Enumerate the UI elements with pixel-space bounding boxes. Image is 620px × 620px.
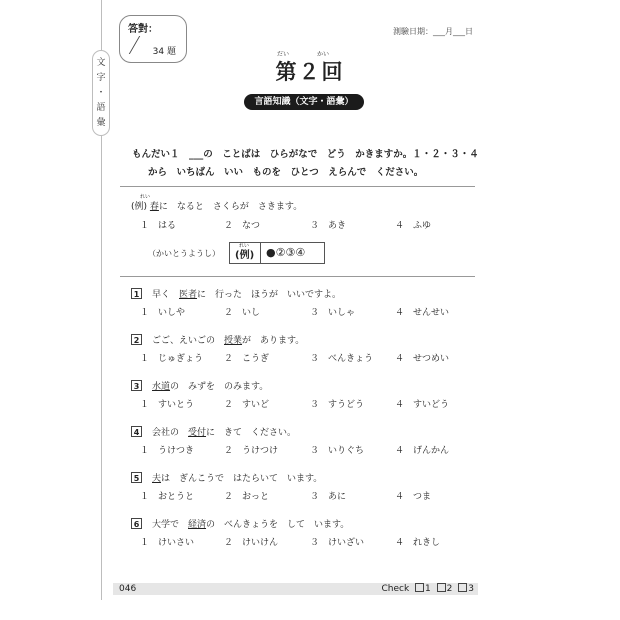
- question-5-option-1[interactable]: １ おとうと: [140, 492, 195, 502]
- question-2-option-3[interactable]: ３ べんきょう: [310, 354, 374, 364]
- instruction-line-1: もんだい１ ___の ことばは ひらがなで どう かきますか。１・２・３・４: [132, 149, 479, 160]
- question-4-option-4[interactable]: ４ げんかん: [395, 446, 450, 456]
- example-word: 春: [149, 202, 159, 212]
- page-title: 第２回: [275, 60, 345, 84]
- question-6-option-3[interactable]: ３ けいざい: [310, 538, 365, 548]
- question-post: の みずを のみます。: [170, 382, 269, 392]
- side-tab-char: 語: [96, 103, 106, 114]
- question-1-option-2[interactable]: ２ いし: [224, 308, 261, 318]
- question-post: が あります。: [242, 336, 305, 346]
- question-sentence-2: [152, 333, 304, 346]
- question-pre: ごご、えいごの: [152, 336, 225, 346]
- question-post: の べんきょうを して います。: [206, 520, 350, 530]
- footer-bar: [113, 583, 478, 595]
- question-sentence-3: [152, 379, 268, 392]
- question-3-option-3[interactable]: ３ すうどう: [310, 400, 365, 410]
- question-post: は ぎんこうで はたらいて います。: [161, 474, 323, 484]
- section-badge: 言語知識（文字・語彙）: [244, 94, 364, 110]
- question-2-option-4[interactable]: ４ せつめい: [395, 354, 450, 364]
- example-option-4: ４ ふゆ: [395, 221, 432, 231]
- question-2-option-1[interactable]: １ じゅぎょう: [140, 354, 204, 364]
- question-6-option-1[interactable]: １ けいさい: [140, 538, 195, 548]
- check-item-1: 1: [425, 584, 431, 594]
- question-pre: 大学で: [152, 520, 189, 530]
- check-box-3[interactable]: [458, 583, 467, 592]
- example-option-3: ３ あき: [310, 221, 347, 231]
- side-tab-char: ・: [96, 87, 106, 98]
- page-number: 046: [119, 584, 137, 594]
- question-6-option-4[interactable]: ４ れきし: [395, 538, 441, 548]
- question-target-word: 夫: [152, 474, 162, 484]
- title-ruby-kai: かい: [317, 51, 330, 58]
- answer-sheet-example: [229, 242, 325, 264]
- example-sentence: [131, 199, 302, 212]
- question-number-2: 2: [131, 334, 142, 345]
- question-1-option-3[interactable]: ３ いしゃ: [310, 308, 356, 318]
- check-item-2: 2: [446, 584, 453, 594]
- answer-bubbles: ●②③④: [266, 246, 306, 259]
- divider-top: [120, 186, 475, 187]
- question-5-option-3[interactable]: ３ あに: [310, 492, 347, 502]
- question-post: に きて ください。: [206, 428, 297, 438]
- question-sentence-1: [152, 287, 341, 300]
- score-slash: [129, 36, 154, 54]
- question-number-3: 3: [131, 380, 142, 391]
- question-5-option-2[interactable]: ２ おっと: [224, 492, 270, 502]
- side-tab-char: 字: [96, 72, 106, 83]
- question-number-6: 6: [131, 518, 142, 529]
- question-4-option-1[interactable]: １ うけつき: [140, 446, 195, 456]
- example-option-2: ２ なつ: [224, 221, 261, 231]
- side-tab-char: 文: [96, 57, 106, 68]
- example-ruby: れい: [140, 194, 151, 200]
- question-pre: 早く: [152, 290, 180, 300]
- question-target-word: 授業: [224, 336, 243, 346]
- side-tab-char: 彙: [96, 118, 106, 129]
- check-boxes: [381, 583, 474, 595]
- question-target-word: 受付: [188, 428, 207, 438]
- question-3-option-1[interactable]: １ すいとう: [140, 400, 195, 410]
- check-box-2[interactable]: [437, 583, 446, 592]
- question-target-word: 水道: [152, 382, 171, 392]
- question-target-word: 経済: [188, 520, 207, 530]
- question-number-4: 4: [131, 426, 142, 437]
- question-4-option-3[interactable]: ３ いりぐち: [310, 446, 365, 456]
- question-4-option-2[interactable]: ２ うけつけ: [224, 446, 279, 456]
- question-1-option-4[interactable]: ４ せんせい: [395, 308, 450, 318]
- question-post: に 行った ほうが いいですよ。: [197, 290, 342, 300]
- question-sentence-5: [152, 471, 322, 484]
- instruction-line-2: から いちばん いい ものを ひとつ えらんで ください。: [148, 167, 424, 178]
- question-1-option-1[interactable]: １ いしや: [140, 308, 186, 318]
- test-date: 測驗日期：___月___日: [393, 27, 473, 36]
- score-label: 答對：: [128, 24, 158, 35]
- question-target-word: 医者: [179, 290, 198, 300]
- question-2-option-2[interactable]: ２ こうぎ: [224, 354, 270, 364]
- score-total: 34 題: [152, 47, 176, 57]
- answer-divider: [260, 243, 261, 263]
- question-3-option-2[interactable]: ２ すいど: [224, 400, 270, 410]
- question-pre: 会社の: [152, 428, 189, 438]
- question-sentence-4: [152, 425, 296, 438]
- answer-example-label: (例): [235, 250, 255, 261]
- example-option-1: １ はる: [140, 221, 177, 231]
- answer-sheet-label: （かいとうようし）: [148, 249, 220, 258]
- divider-bottom: [120, 276, 475, 277]
- question-5-option-4[interactable]: ４ つま: [395, 492, 432, 502]
- example-label: (例): [131, 202, 148, 212]
- answer-ruby: れい: [239, 243, 250, 249]
- question-number-1: 1: [131, 288, 142, 299]
- question-3-option-4[interactable]: ４ すいどう: [395, 400, 450, 410]
- check-label: Check: [381, 584, 410, 594]
- question-number-5: 5: [131, 472, 142, 483]
- check-item-3: 3: [468, 584, 474, 594]
- example-post: に なると さくらが さきます。: [158, 202, 303, 212]
- title-ruby-dai: だい: [277, 51, 290, 58]
- check-box-1[interactable]: [415, 583, 424, 592]
- question-6-option-2[interactable]: ２ けいけん: [224, 538, 279, 548]
- question-sentence-6: [152, 517, 349, 530]
